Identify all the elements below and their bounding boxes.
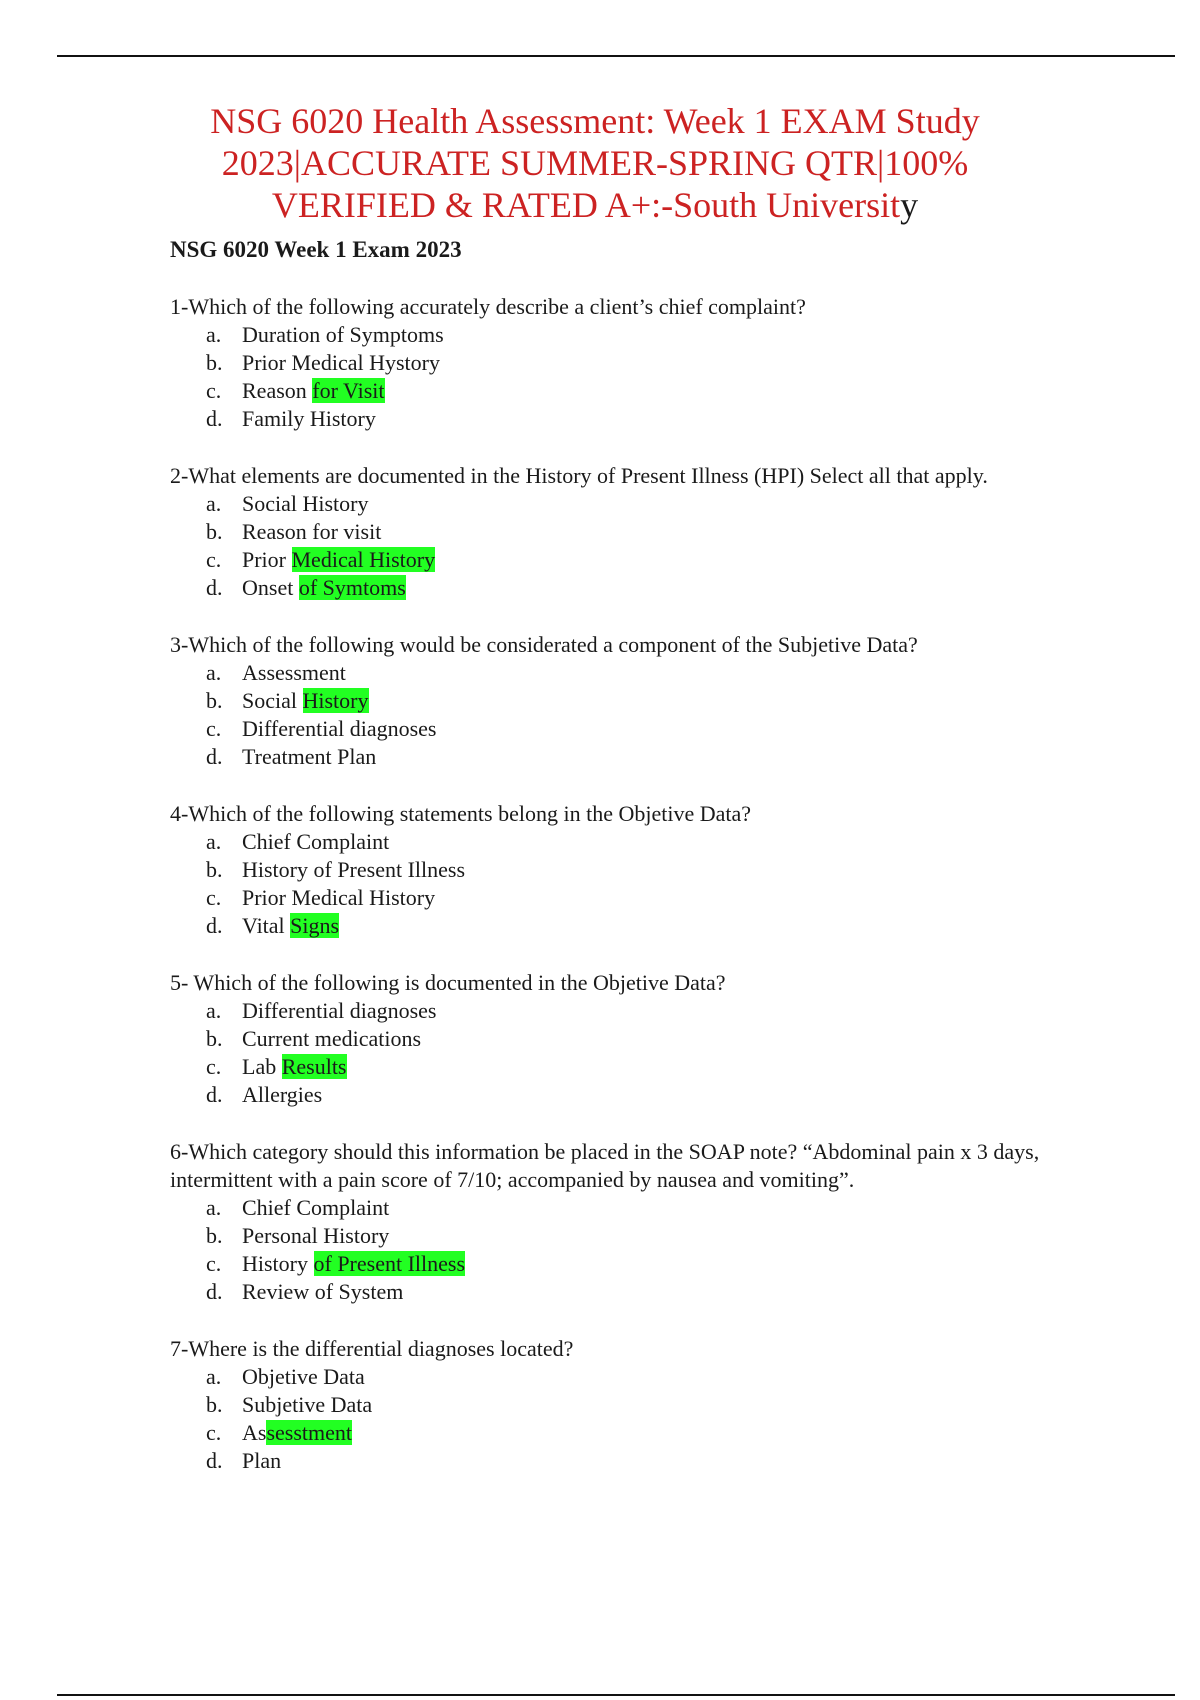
option-text — [242, 912, 339, 940]
option-text-plain: Reason — [242, 378, 313, 403]
answer-option — [206, 349, 1070, 377]
answer-option — [206, 1222, 1070, 1250]
option-text — [242, 574, 406, 602]
option-letter: d. — [206, 406, 223, 431]
option-text — [242, 659, 346, 687]
question-stem: 1-Which of the following accurately describe a client’s chief complaint? — [170, 294, 806, 319]
option-text-plain: Differential diagnoses — [242, 998, 437, 1023]
highlighted-answer: Results — [281, 1054, 347, 1079]
option-text — [242, 997, 436, 1025]
option-letter: d. — [206, 744, 223, 769]
option-text — [242, 1053, 347, 1081]
option-text-plain: Current medications — [242, 1026, 422, 1051]
option-letter: b. — [206, 1026, 223, 1051]
answer-option — [206, 687, 1070, 715]
document-title — [140, 100, 1050, 226]
option-letter: c. — [206, 1054, 222, 1079]
option-letter: d. — [206, 1082, 223, 1107]
answer-option — [206, 405, 1070, 433]
exam-subtitle: NSG 6020 Week 1 Exam 2023 — [170, 237, 462, 262]
answer-option — [206, 1053, 1070, 1081]
option-text — [242, 1278, 403, 1306]
question-list — [170, 293, 1070, 1504]
option-text — [242, 349, 440, 377]
option-text-plain: Objetive Data — [242, 1364, 365, 1389]
option-letter: d. — [206, 575, 223, 600]
bottom-rule — [57, 1694, 1175, 1696]
title-line-3-main: VERIFIED & RATED A+:-South Universit — [271, 185, 901, 225]
option-letter: d. — [206, 1448, 223, 1473]
option-text — [242, 1025, 421, 1053]
option-letter: b. — [206, 1223, 223, 1248]
answer-option — [206, 1391, 1070, 1419]
answer-option — [206, 490, 1070, 518]
question-stem: 7-Where is the differential diagnoses located? — [170, 1336, 574, 1361]
option-text — [242, 1391, 372, 1419]
option-text-plain: Vital — [242, 913, 291, 938]
question-5 — [170, 969, 1070, 1109]
option-letter: a. — [206, 491, 222, 516]
answer-option — [206, 546, 1070, 574]
option-text — [242, 1250, 465, 1278]
option-letter: c. — [206, 1420, 222, 1445]
answer-option — [206, 856, 1070, 884]
option-text — [242, 1081, 322, 1109]
answer-option — [206, 912, 1070, 940]
answer-option — [206, 1025, 1070, 1053]
question-3 — [170, 631, 1070, 771]
highlighted-answer: Signs — [290, 913, 340, 938]
question-stem: 3-Which of the following would be considerated a component of the Subjetive Data? — [170, 632, 918, 657]
answer-option — [206, 997, 1070, 1025]
option-letter: b. — [206, 1392, 223, 1417]
option-text — [242, 377, 385, 405]
highlighted-answer: of Present Illness — [313, 1251, 466, 1276]
option-text-plain: Onset — [242, 575, 299, 600]
option-text-plain: Chief Complaint — [242, 829, 390, 854]
option-text-plain: Review of System — [242, 1279, 404, 1304]
option-letter: a. — [206, 322, 222, 347]
answer-option — [206, 715, 1070, 743]
highlighted-answer: Medical History — [291, 547, 436, 572]
answer-option — [206, 1419, 1070, 1447]
question-stem: 6-Which category should this information be placed in the SOAP note? “Abdominal pain x 3 days, intermittent with a pain score of 7/10; accompanied by nausea and vomiting”. — [170, 1139, 1040, 1192]
answer-options — [170, 321, 1070, 433]
question-stem: 2-What elements are documented in the History of Present Illness (HPI) Select all that apply. — [170, 463, 988, 488]
option-text-plain: Duration of Symptoms — [242, 322, 444, 347]
title-line-1: NSG 6020 Health Assessment: Week 1 EXAM Study — [210, 101, 980, 141]
option-text — [242, 828, 389, 856]
answer-options — [170, 828, 1070, 940]
option-text-plain: Differential diagnoses — [242, 716, 437, 741]
highlighted-answer: for Visit — [312, 378, 385, 403]
option-text — [242, 546, 435, 574]
option-letter: a. — [206, 998, 222, 1023]
answer-options — [170, 490, 1070, 602]
option-letter: d. — [206, 913, 223, 938]
option-text-plain: Subjetive Data — [242, 1392, 373, 1417]
option-text-plain: History of Present Illness — [242, 857, 466, 882]
question-7 — [170, 1335, 1070, 1475]
option-text-plain: Prior Medical History — [242, 885, 436, 910]
option-letter: b. — [206, 519, 223, 544]
answer-option — [206, 377, 1070, 405]
title-line-3-tail: y — [900, 185, 919, 225]
answer-options — [170, 1194, 1070, 1306]
option-text — [242, 1363, 365, 1391]
title-line-3 — [140, 184, 1050, 226]
answer-option — [206, 518, 1070, 546]
option-text-plain: Lab — [242, 1054, 282, 1079]
answer-option — [206, 1278, 1070, 1306]
option-text — [242, 1222, 389, 1250]
highlighted-answer: of Symtoms — [298, 575, 406, 600]
option-letter: a. — [206, 1195, 222, 1220]
answer-option — [206, 828, 1070, 856]
option-text — [242, 321, 444, 349]
question-stem: 4-Which of the following statements belong in the Objetive Data? — [170, 801, 752, 826]
question-4 — [170, 800, 1070, 940]
option-text — [242, 687, 369, 715]
option-text — [242, 1194, 389, 1222]
answer-option — [206, 659, 1070, 687]
option-text-plain: Family History — [242, 406, 376, 431]
answer-option — [206, 1194, 1070, 1222]
question-6 — [170, 1138, 1070, 1306]
answer-option — [206, 1081, 1070, 1109]
option-text — [242, 743, 376, 771]
option-text-plain: Social — [242, 688, 303, 713]
option-text — [242, 884, 435, 912]
option-text — [242, 1447, 281, 1475]
highlighted-answer: History — [302, 688, 369, 713]
option-text-plain: Reason for visit — [242, 519, 382, 544]
option-text-plain: History — [242, 1251, 314, 1276]
option-letter: c. — [206, 885, 222, 910]
question-stem: 5- Which of the following is documented in the Objetive Data? — [170, 970, 726, 995]
answer-option — [206, 884, 1070, 912]
option-text — [242, 1419, 352, 1447]
option-text — [242, 405, 376, 433]
answer-options — [170, 1363, 1070, 1475]
option-text-plain: Plan — [242, 1448, 282, 1473]
answer-options — [170, 659, 1070, 771]
option-letter: b. — [206, 688, 223, 713]
option-text-plain: Allergies — [242, 1082, 323, 1107]
option-text-plain: Personal History — [242, 1223, 390, 1248]
option-text-plain: As — [242, 1420, 267, 1445]
question-1 — [170, 293, 1070, 433]
option-text-plain: Prior — [242, 547, 292, 572]
top-rule — [57, 55, 1175, 57]
option-text-plain: Chief Complaint — [242, 1195, 390, 1220]
option-letter: b. — [206, 857, 223, 882]
answer-options — [170, 997, 1070, 1109]
option-text-plain: Social History — [242, 491, 369, 516]
option-letter: d. — [206, 1279, 223, 1304]
answer-option — [206, 743, 1070, 771]
option-text — [242, 856, 465, 884]
option-letter: b. — [206, 350, 223, 375]
option-letter: c. — [206, 1251, 222, 1276]
option-text — [242, 715, 436, 743]
option-text-plain: Assessment — [242, 660, 346, 685]
answer-option — [206, 1363, 1070, 1391]
option-letter: a. — [206, 660, 222, 685]
title-line-2: 2023|ACCURATE SUMMER-SPRING QTR|100% — [221, 143, 969, 183]
option-text — [242, 518, 381, 546]
option-text — [242, 490, 369, 518]
answer-option — [206, 1447, 1070, 1475]
question-2 — [170, 462, 1070, 602]
option-letter: a. — [206, 829, 222, 854]
answer-option — [206, 574, 1070, 602]
answer-option — [206, 321, 1070, 349]
option-letter: c. — [206, 547, 222, 572]
answer-option — [206, 1250, 1070, 1278]
option-letter: a. — [206, 1364, 222, 1389]
option-text-plain: Prior Medical Hystory — [242, 350, 440, 375]
option-text-plain: Treatment Plan — [242, 744, 377, 769]
highlighted-answer: sesstment — [266, 1420, 353, 1445]
option-letter: c. — [206, 378, 222, 403]
option-letter: c. — [206, 716, 222, 741]
